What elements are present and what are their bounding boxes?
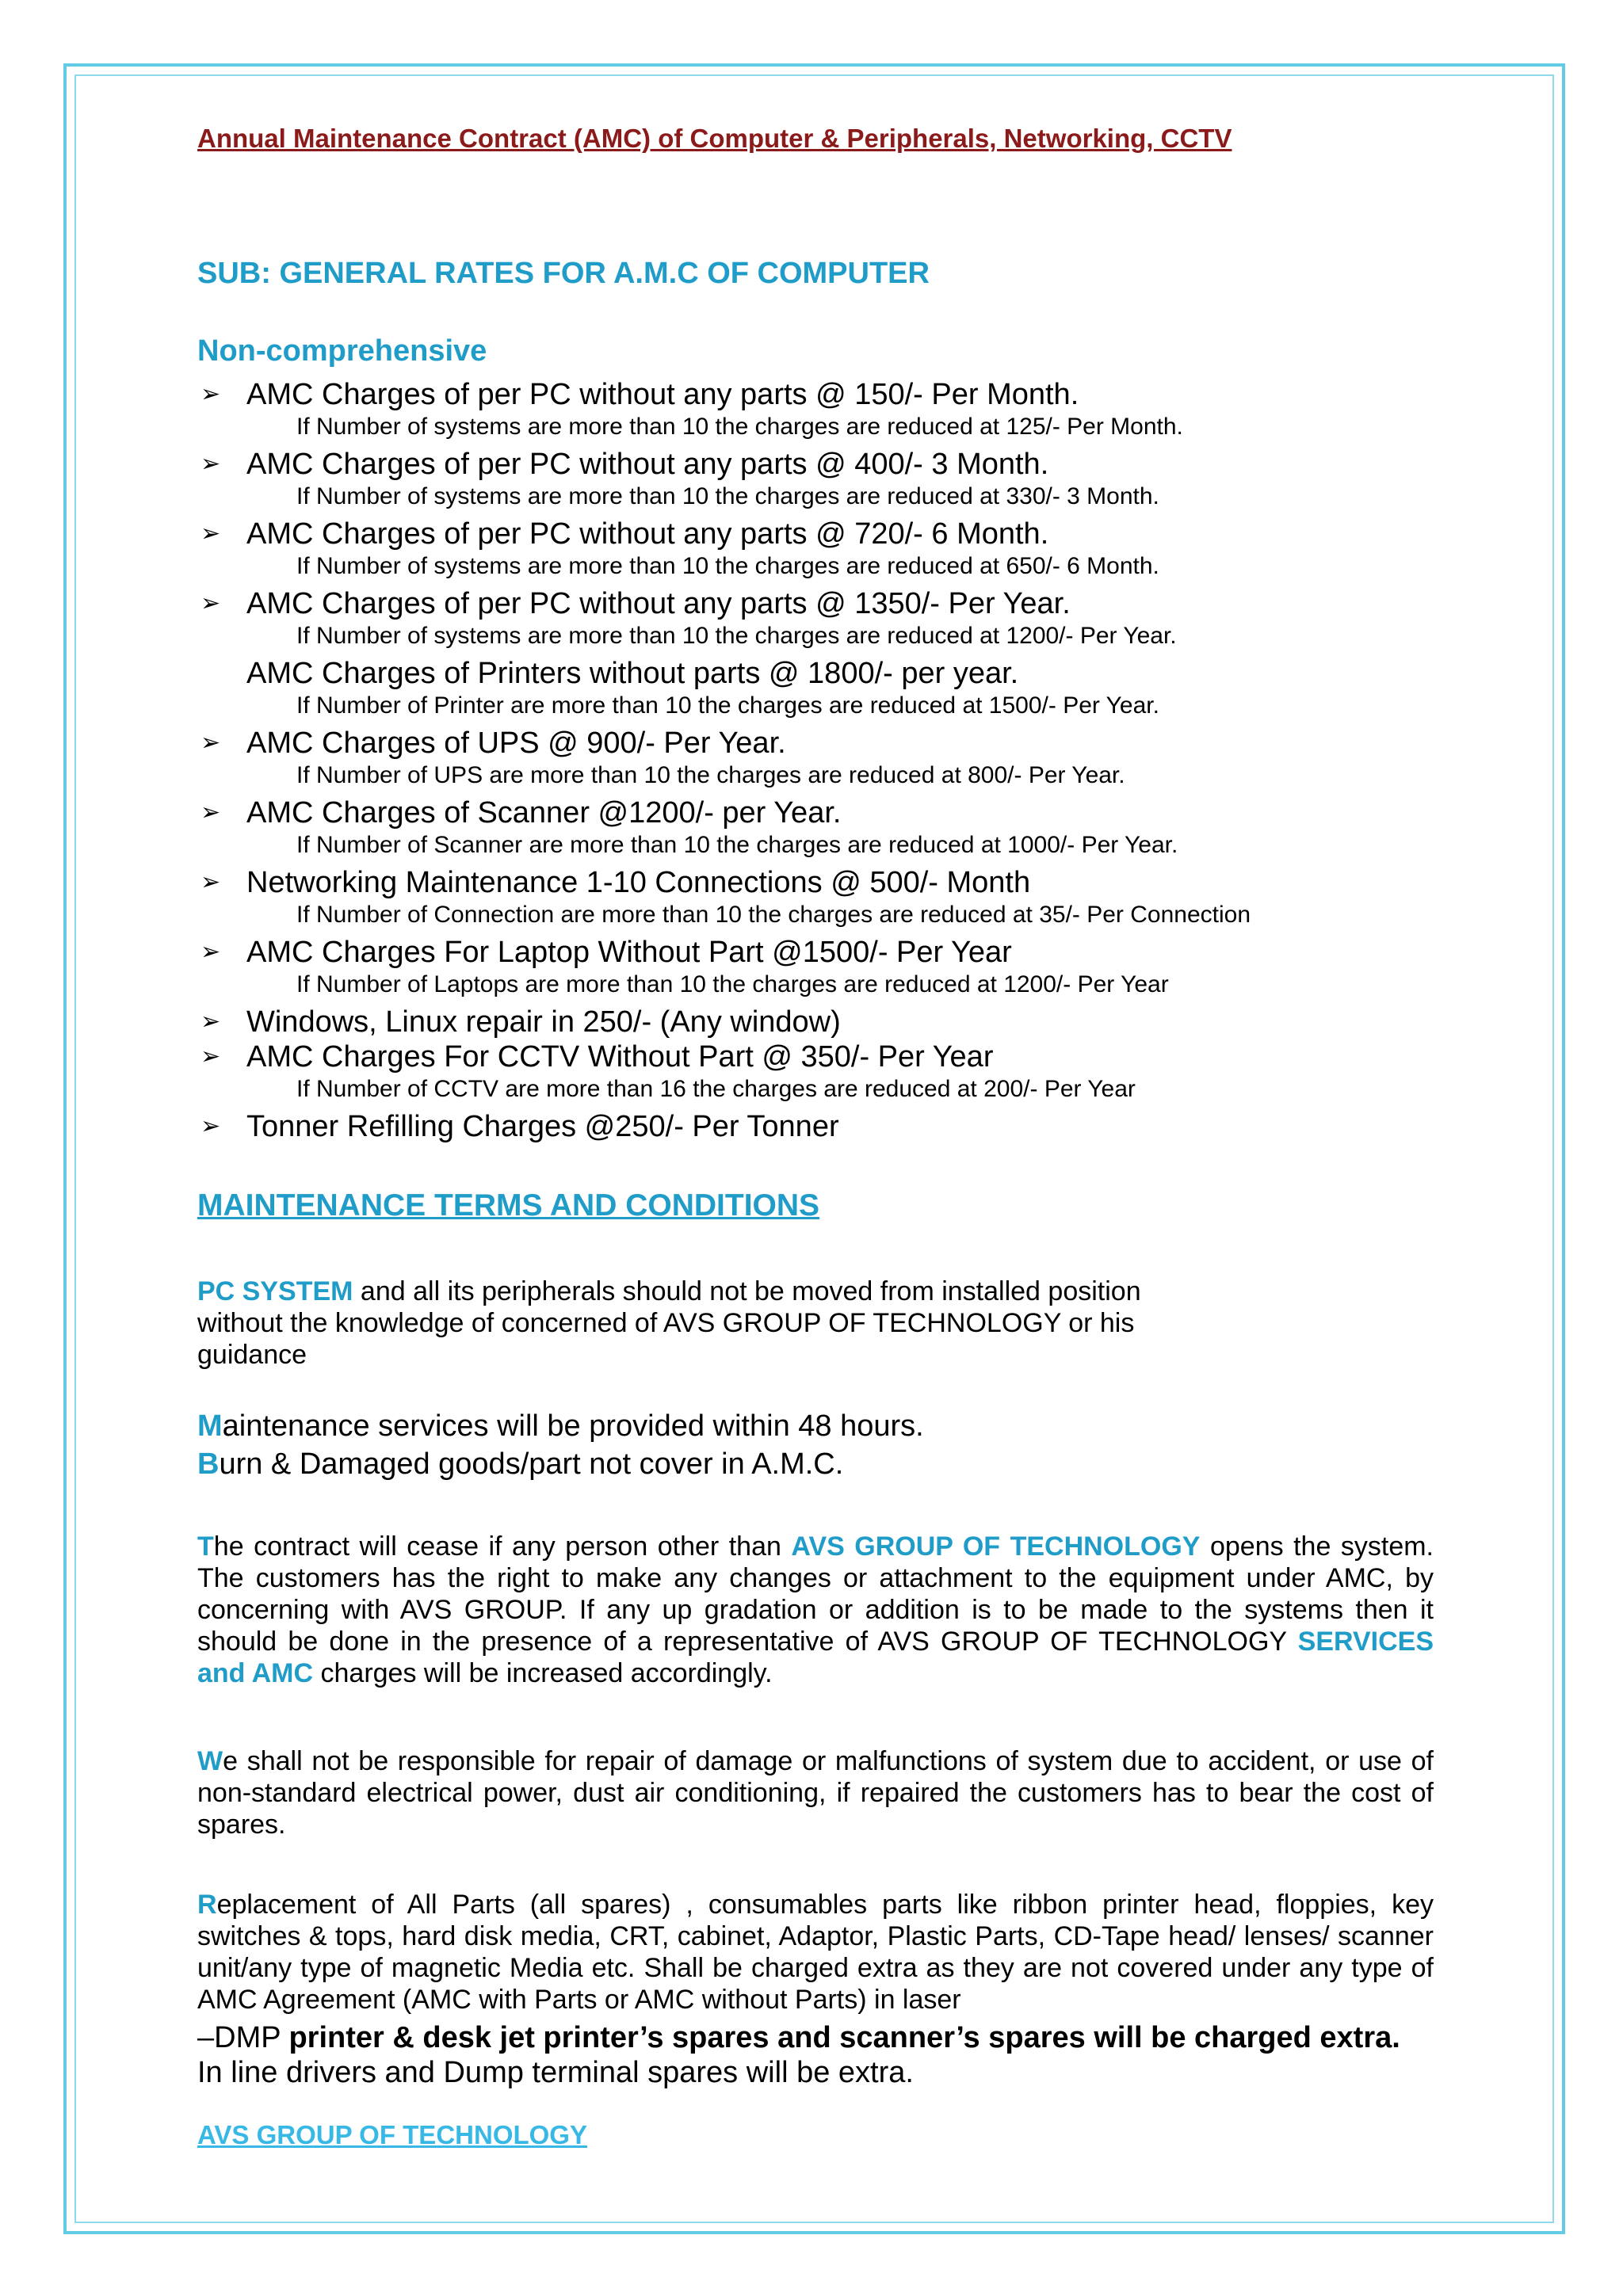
- pc-system-paragraph: [197, 1276, 1434, 1371]
- rate-item: [197, 1005, 1465, 1039]
- pc-system-label: PC SYSTEM: [197, 1276, 353, 1306]
- arrow-bullet-icon: ➢: [200, 1009, 221, 1035]
- rate-note: If Number of Connection are more than 10 the charges are reduced at 35/- Per Connection: [296, 902, 1251, 928]
- rates-list: [197, 377, 1465, 1144]
- contract-initial: T: [197, 1531, 214, 1562]
- arrow-bullet-icon: ➢: [200, 1113, 221, 1139]
- rate-text: [197, 865, 1465, 900]
- rate-text: [197, 1005, 1465, 1039]
- contract-services: SERVICES and AMC: [197, 1627, 1434, 1688]
- contract-paragraph: [197, 1531, 1434, 1689]
- rate-item: [197, 726, 1465, 795]
- rate-text: [197, 517, 1465, 551]
- rate-label: Networking Maintenance 1-10 Connections @ 500/- Month: [246, 866, 1031, 899]
- replacement-dmp-line: [197, 2019, 1434, 2057]
- rate-note: If Number of systems are more than 10 the charges are reduced at 650/- 6 Month.: [296, 553, 1159, 579]
- contract-company: AVS GROUP OF TECHNOLOGY: [791, 1531, 1201, 1562]
- rate-label: AMC Charges of UPS @ 900/- Per Year.: [246, 727, 786, 760]
- replacement-paragraph: [197, 1889, 1434, 2016]
- responsibility-paragraph: [197, 1745, 1434, 1840]
- rate-text: [197, 935, 1465, 970]
- rate-note: If Number of Laptops are more than 10 the charges are reduced at 1200/- Per Year: [296, 971, 1169, 997]
- arrow-bullet-icon: ➢: [200, 869, 221, 895]
- arrow-bullet-icon: ➢: [200, 1043, 221, 1070]
- pc-system-line-2: without the knowledge of concerned of AVS GROUP OF TECHNOLOGY or his: [197, 1308, 1135, 1338]
- arrow-bullet-icon: ➢: [200, 730, 221, 756]
- rate-note: If Number of CCTV are more than 16 the charges are reduced at 200/- Per Year: [296, 1076, 1136, 1102]
- maintenance-initial: M: [197, 1409, 223, 1443]
- rate-label: AMC Charges of per PC without any parts @ 150/- Per Month.: [246, 378, 1079, 411]
- replacement-last-line: [197, 2054, 1434, 2092]
- pc-system-line-1: and all its peripherals should not be moved from installed position: [353, 1276, 1141, 1306]
- burn-line: [197, 1445, 1434, 1483]
- rate-label: AMC Charges For Laptop Without Part @1500/- Per Year: [246, 936, 1012, 969]
- rate-label: Windows, Linux repair in 250/- (Any window): [246, 1005, 841, 1039]
- burn-text: urn & Damaged goods/part not cover in A.M.C.: [219, 1447, 844, 1481]
- pc-system-line-3: guidance: [197, 1340, 307, 1370]
- responsibility-text: e shall not be responsible for repair of damage or malfunctions of system due to accident, or use of non-standard electrical power, dust air conditioning, if repaired the customers has to bear the cost of spares.: [197, 1746, 1434, 1840]
- maintenance-line: [197, 1407, 1434, 1445]
- rate-label: AMC Charges For CCTV Without Part @ 350/- Per Year: [246, 1040, 994, 1074]
- rate-item: [197, 1109, 1465, 1144]
- contract-text-2: opens the system. The customers has the right to make any changes or attachment to the equipment under AMC, by concerning with AVS GROUP. If any up gradation or addition is to be made to the systems then it should be done in the presence of a representative of AVS GROUP OF TECHNOLOGY: [197, 1531, 1434, 1657]
- contract-text-3: charges will be increased accordingly.: [313, 1658, 773, 1688]
- rate-item: [197, 586, 1465, 656]
- rate-note: If Number of systems are more than 10 the charges are reduced at 125/- Per Month.: [296, 414, 1183, 440]
- rate-text: [197, 586, 1465, 621]
- document-title: Annual Maintenance Contract (AMC) of Computer & Peripherals, Networking, CCTV: [197, 124, 1232, 153]
- footer-company-link[interactable]: AVS GROUP OF TECHNOLOGY: [197, 2120, 587, 2149]
- rate-note: If Number of UPS are more than 10 the charges are reduced at 800/- Per Year.: [296, 762, 1125, 788]
- replacement-initial: R: [197, 1890, 217, 1920]
- rate-item: [197, 656, 1465, 726]
- rate-item: [197, 1039, 1465, 1109]
- arrow-bullet-icon: ➢: [200, 521, 221, 547]
- rate-text: [197, 1039, 1465, 1074]
- replacement-last: In line drivers and Dump terminal spares will be extra.: [197, 2056, 914, 2089]
- replacement-text: eplacement of All Parts (all spares) , consumables parts like ribbon printer head, floppies, key switches & tops, hard disk media, CRT, cabinet, Adaptor, Plastic Parts, CD-Tape head/ lenses/ scanner unit/any type of magnetic Media etc. Shall be charged extra as they are not covered under any type of AMC Agreement (AMC with Parts or AMC without Parts) in laser: [197, 1890, 1434, 2015]
- rate-item: [197, 447, 1465, 517]
- subject-heading: SUB: GENERAL RATES FOR A.M.C OF COMPUTER: [197, 257, 930, 290]
- rate-text: [197, 377, 1465, 412]
- rate-label: Tonner Refilling Charges @250/- Per Tonner: [246, 1110, 839, 1143]
- arrow-bullet-icon: ➢: [200, 939, 221, 965]
- rate-item: [197, 517, 1465, 586]
- rate-label: AMC Charges of per PC without any parts @ 400/- 3 Month.: [246, 448, 1049, 481]
- maintenance-text: aintenance services will be provided within 48 hours.: [222, 1409, 924, 1443]
- responsibility-initial: W: [197, 1746, 223, 1776]
- rate-note: If Number of Printer are more than 10 the charges are reduced at 1500/- Per Year.: [296, 692, 1159, 719]
- arrow-bullet-icon: ➢: [200, 590, 221, 616]
- rate-item: [197, 865, 1465, 935]
- rate-text: [197, 726, 1465, 761]
- rate-label: AMC Charges of per PC without any parts @ 1350/- Per Year.: [246, 587, 1071, 620]
- rate-text: [197, 1109, 1465, 1144]
- rate-label: AMC Charges of Printers without parts @ 1800/- per year.: [246, 657, 1019, 690]
- terms-heading: MAINTENANCE TERMS AND CONDITIONS: [197, 1188, 820, 1222]
- burn-initial: B: [197, 1447, 220, 1481]
- rate-note: If Number of Scanner are more than 10 the charges are reduced at 1000/- Per Year.: [296, 832, 1178, 858]
- rate-note: If Number of systems are more than 10 the charges are reduced at 1200/- Per Year.: [296, 623, 1177, 649]
- rate-item: [197, 795, 1465, 865]
- non-comprehensive-heading: Non-comprehensive: [197, 334, 487, 368]
- arrow-bullet-icon: ➢: [200, 799, 221, 826]
- rate-text: [197, 795, 1465, 830]
- arrow-bullet-icon: ➢: [200, 451, 221, 477]
- rate-label: AMC Charges of per PC without any parts @ 720/- 6 Month.: [246, 517, 1049, 551]
- contract-text-1: he contract will cease if any person other than: [213, 1531, 792, 1562]
- arrow-bullet-icon: ➢: [200, 381, 221, 407]
- rate-note: If Number of systems are more than 10 the charges are reduced at 330/- 3 Month.: [296, 483, 1159, 509]
- rate-text: [197, 656, 1465, 691]
- replacement-bold-text: printer & desk jet printer’s spares and scanner’s spares will be charged extra.: [288, 2021, 1400, 2054]
- rate-text: [197, 447, 1465, 482]
- rate-label: AMC Charges of Scanner @1200/- per Year.: [246, 796, 842, 830]
- rate-item: [197, 935, 1465, 1005]
- rate-item: [197, 377, 1465, 447]
- replacement-dmp: –DMP: [197, 2021, 289, 2054]
